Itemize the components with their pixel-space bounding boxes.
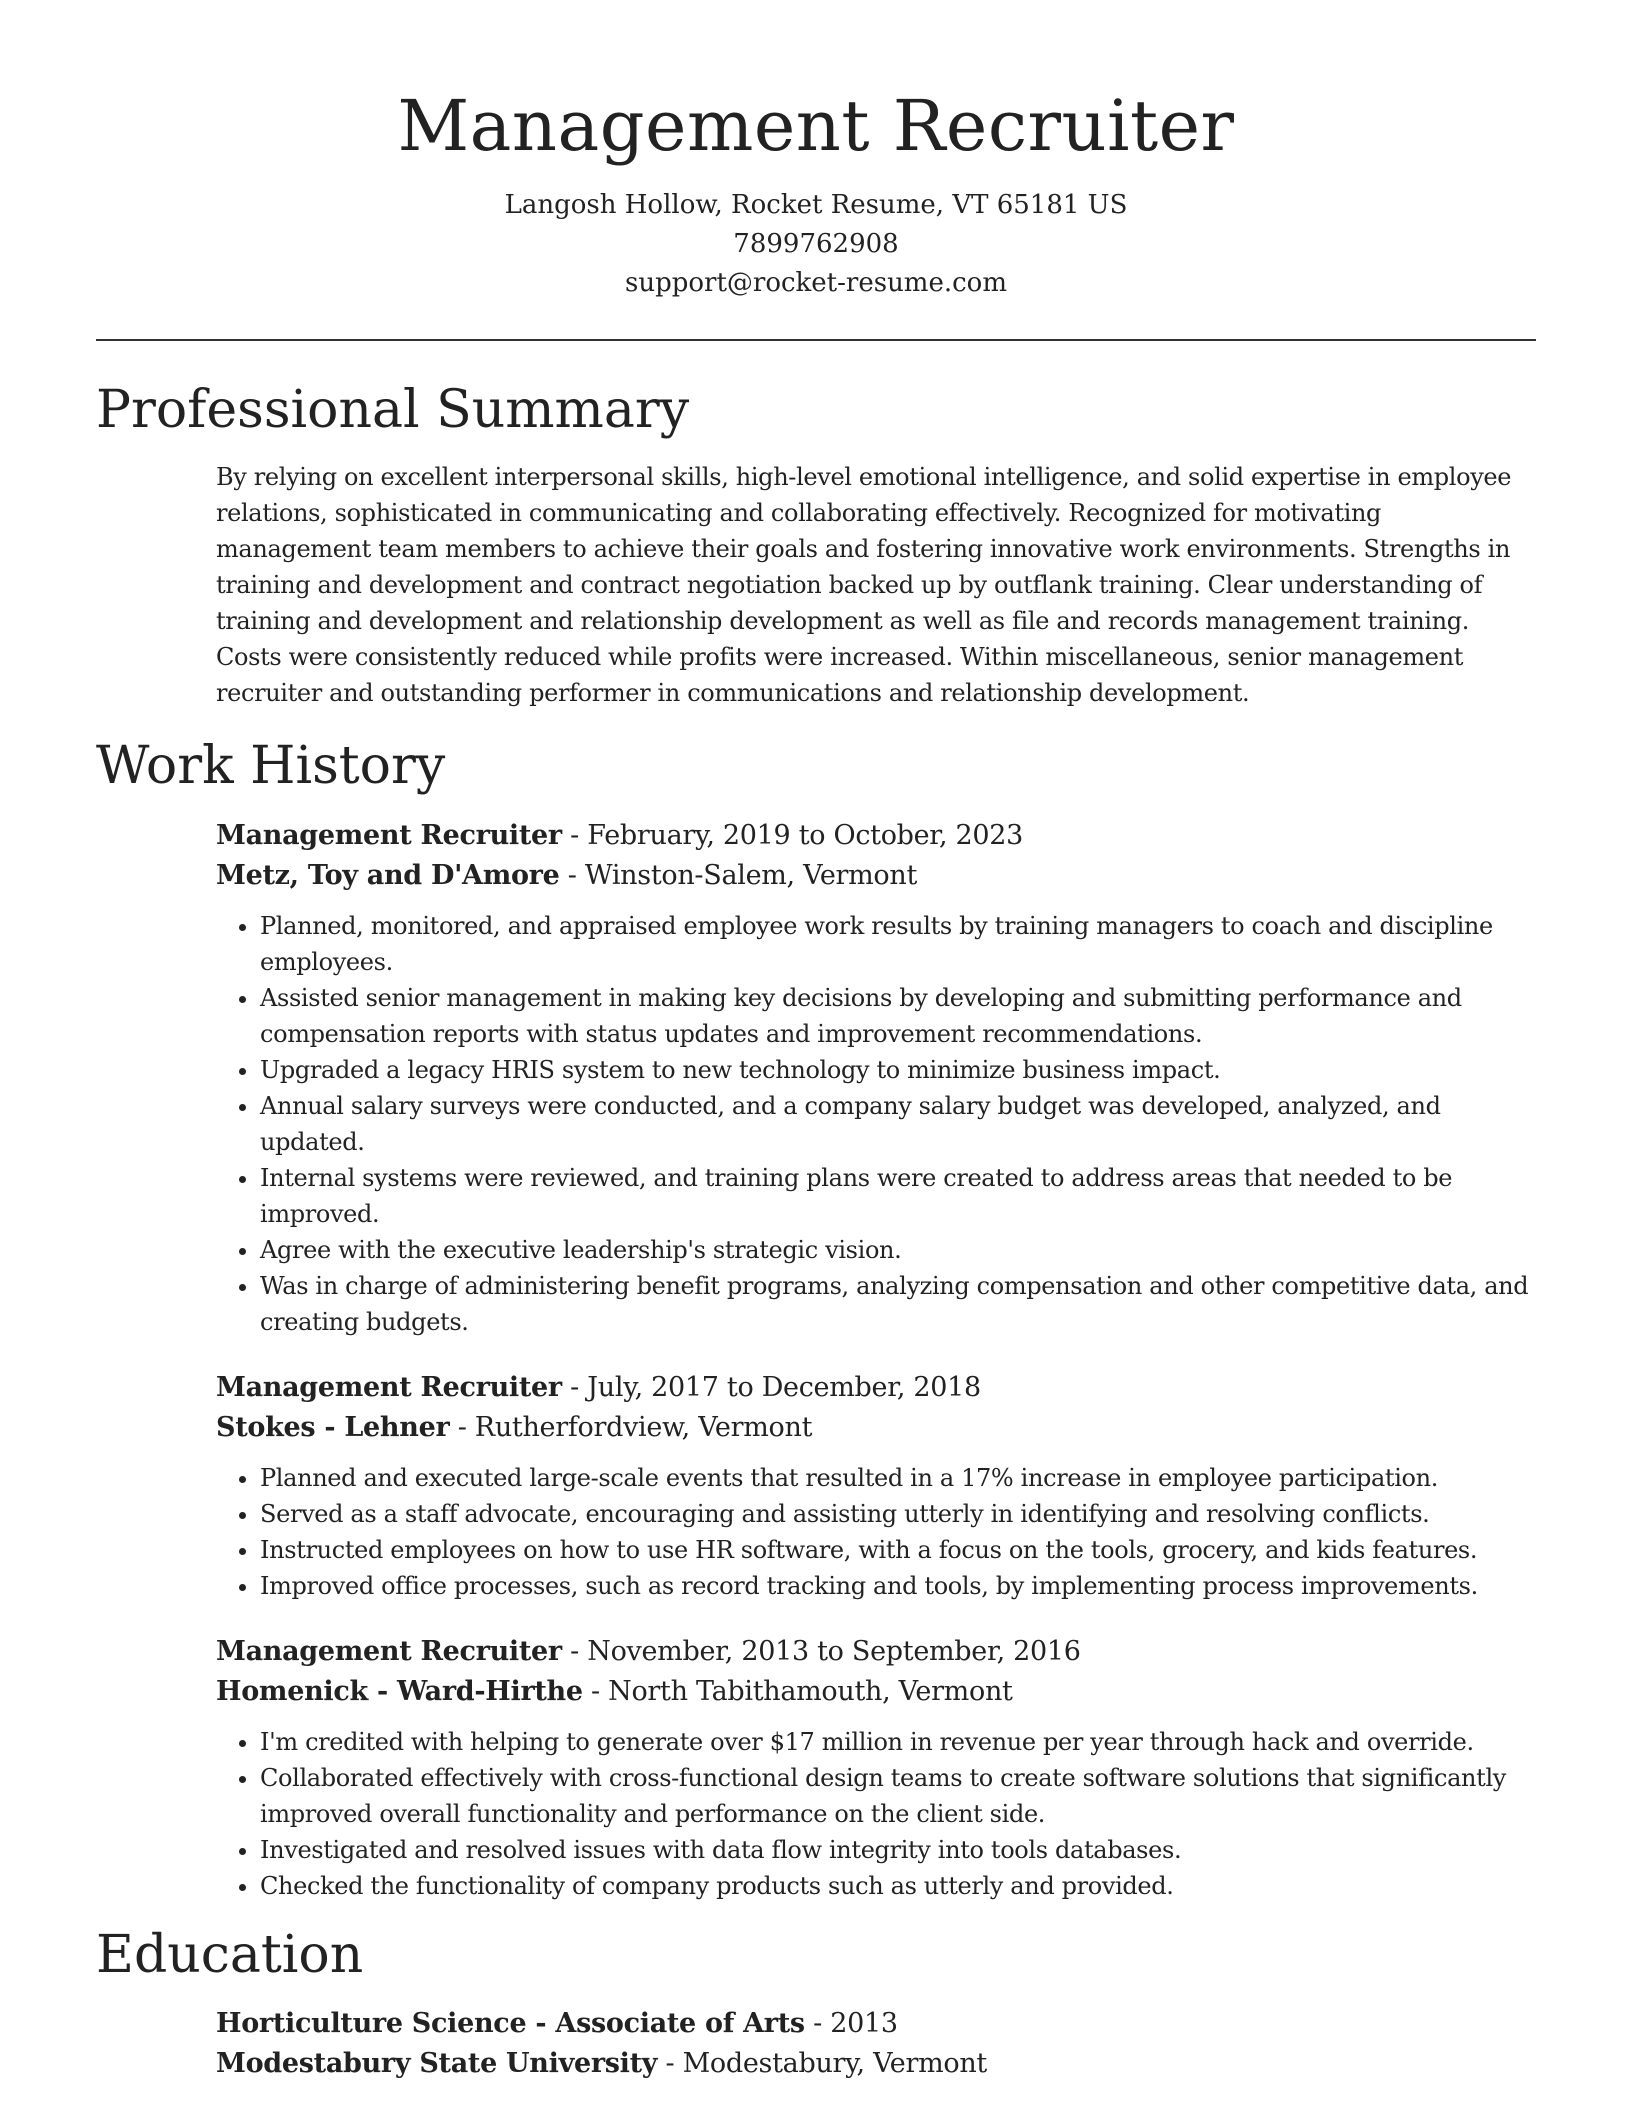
list-item: • Planned and executed large-scale events that resulted in a 17% increase in employee participation. <box>260 1460 1536 1496</box>
education-entry <box>216 2004 1536 2084</box>
contact-info <box>0 186 1632 303</box>
list-item: • Upgraded a legacy HRIS system to new technology to minimize business impact. <box>260 1052 1536 1088</box>
degree-field: Horticulture Science <box>216 2008 527 2040</box>
list-item: • Agree with the executive leadership's strategic vision. <box>260 1232 1536 1268</box>
email: support@rocket-resume.com <box>624 268 1007 298</box>
summary-text: By relying on excellent interpersonal skills, high-level emotional intelligence, and solid expertise in employee relations, sophisticated in communicating and collaborating effectively. Recognized for motivating management team members to achieve their goals and fostering innovative work environments. Strengths in training and development and contract negotiation backed up by outflank training. Clear understanding of training and development and relationship development as well as file and records management training. Costs were consistently reduced while profits were increased. Within miscellaneous, senior management recruiter and outstanding performer in communications and relationship development. <box>216 463 1512 708</box>
job-title-line <box>216 816 1536 856</box>
list-item: • Served as a staff advocate, encouraging and assisting utterly in identifying and resolving conflicts. <box>260 1496 1536 1532</box>
school-name: Modestabury State University <box>216 2048 658 2080</box>
section-title-summary: Professional Summary <box>96 380 690 440</box>
job-role: Management Recruiter <box>216 1371 562 1403</box>
job-company-line <box>216 1672 1536 1712</box>
job-company: Stokes - Lehner <box>216 1411 450 1443</box>
list-item: • Assisted senior management in making key decisions by developing and submitting performance and compensation reports with status updates and improvement recommendations. <box>260 980 1536 1052</box>
list-item: • Collaborated effectively with cross-functional design teams to create software solutions that significantly improved overall functionality and performance on the client side. <box>260 1760 1536 1832</box>
job-dates: - July, 2017 to December, 2018 <box>561 1371 981 1403</box>
list-item: • Annual salary surveys were conducted, and a company salary budget was developed, analyzed, and updated. <box>260 1088 1536 1160</box>
address: Langosh Hollow, Rocket Resume, VT 65181 US <box>504 190 1128 220</box>
job-company: Metz, Toy and D'Amore <box>216 859 560 891</box>
resume-header <box>0 0 1632 303</box>
job-location: - Winston-Salem, Vermont <box>559 859 918 891</box>
section-title-work-history: Work History <box>96 736 446 797</box>
job-dates: - February, 2019 to October, 2023 <box>561 819 1024 851</box>
graduation-year: - 2013 <box>804 2008 898 2040</box>
job-bullets <box>216 908 1536 1340</box>
job-location: - Rutherfordview, Vermont <box>449 1411 813 1443</box>
job-role: Management Recruiter <box>216 1635 562 1667</box>
header-divider <box>96 339 1536 341</box>
list-item: • Internal systems were reviewed, and training plans were created to address areas that needed to be improved. <box>260 1160 1536 1232</box>
job-entry <box>216 816 1536 1340</box>
job-title-line <box>216 1368 1536 1408</box>
list-item: • Improved office processes, such as record tracking and tools, by implementing process improvements. <box>260 1568 1536 1604</box>
phone: 7899762908 <box>733 229 899 259</box>
education-section <box>96 1924 1536 2084</box>
job-role: Management Recruiter <box>216 819 562 851</box>
degree-line <box>216 2004 1536 2044</box>
list-item: • Checked the functionality of company products such as utterly and provided. <box>260 1868 1536 1904</box>
list-item: • Planned, monitored, and appraised employee work results by training managers to coach and discipline employees. <box>260 908 1536 980</box>
summary-section <box>96 379 1536 711</box>
candidate-name: Management Recruiter <box>397 85 1235 167</box>
job-company-line <box>216 1408 1536 1448</box>
work-history-section <box>96 735 1536 1903</box>
job-company: Homenick - Ward-Hirthe <box>216 1675 583 1707</box>
list-item: • Investigated and resolved issues with data flow integrity into tools databases. <box>260 1832 1536 1868</box>
job-entry <box>216 1368 1536 1604</box>
list-item: • Was in charge of administering benefit programs, analyzing compensation and other competitive data, and creating budgets. <box>260 1268 1536 1340</box>
school-line <box>216 2044 1536 2084</box>
job-bullets <box>216 1460 1536 1604</box>
school-location: - Modestabury, Vermont <box>657 2048 987 2080</box>
section-title-education: Education <box>96 1924 364 1985</box>
job-title-line <box>216 1632 1536 1672</box>
job-entry <box>216 1632 1536 1904</box>
job-location: - North Tabithamouth, Vermont <box>582 1675 1013 1707</box>
list-item: • I'm credited with helping to generate over $17 million in revenue per year through hack and override. <box>260 1724 1536 1760</box>
job-dates: - November, 2013 to September, 2016 <box>561 1635 1081 1667</box>
list-item: • Instructed employees on how to use HR software, with a focus on the tools, grocery, and kids features. <box>260 1532 1536 1568</box>
job-company-line <box>216 856 1536 896</box>
job-bullets <box>216 1724 1536 1904</box>
degree-type: - Associate of Arts <box>526 2008 805 2040</box>
